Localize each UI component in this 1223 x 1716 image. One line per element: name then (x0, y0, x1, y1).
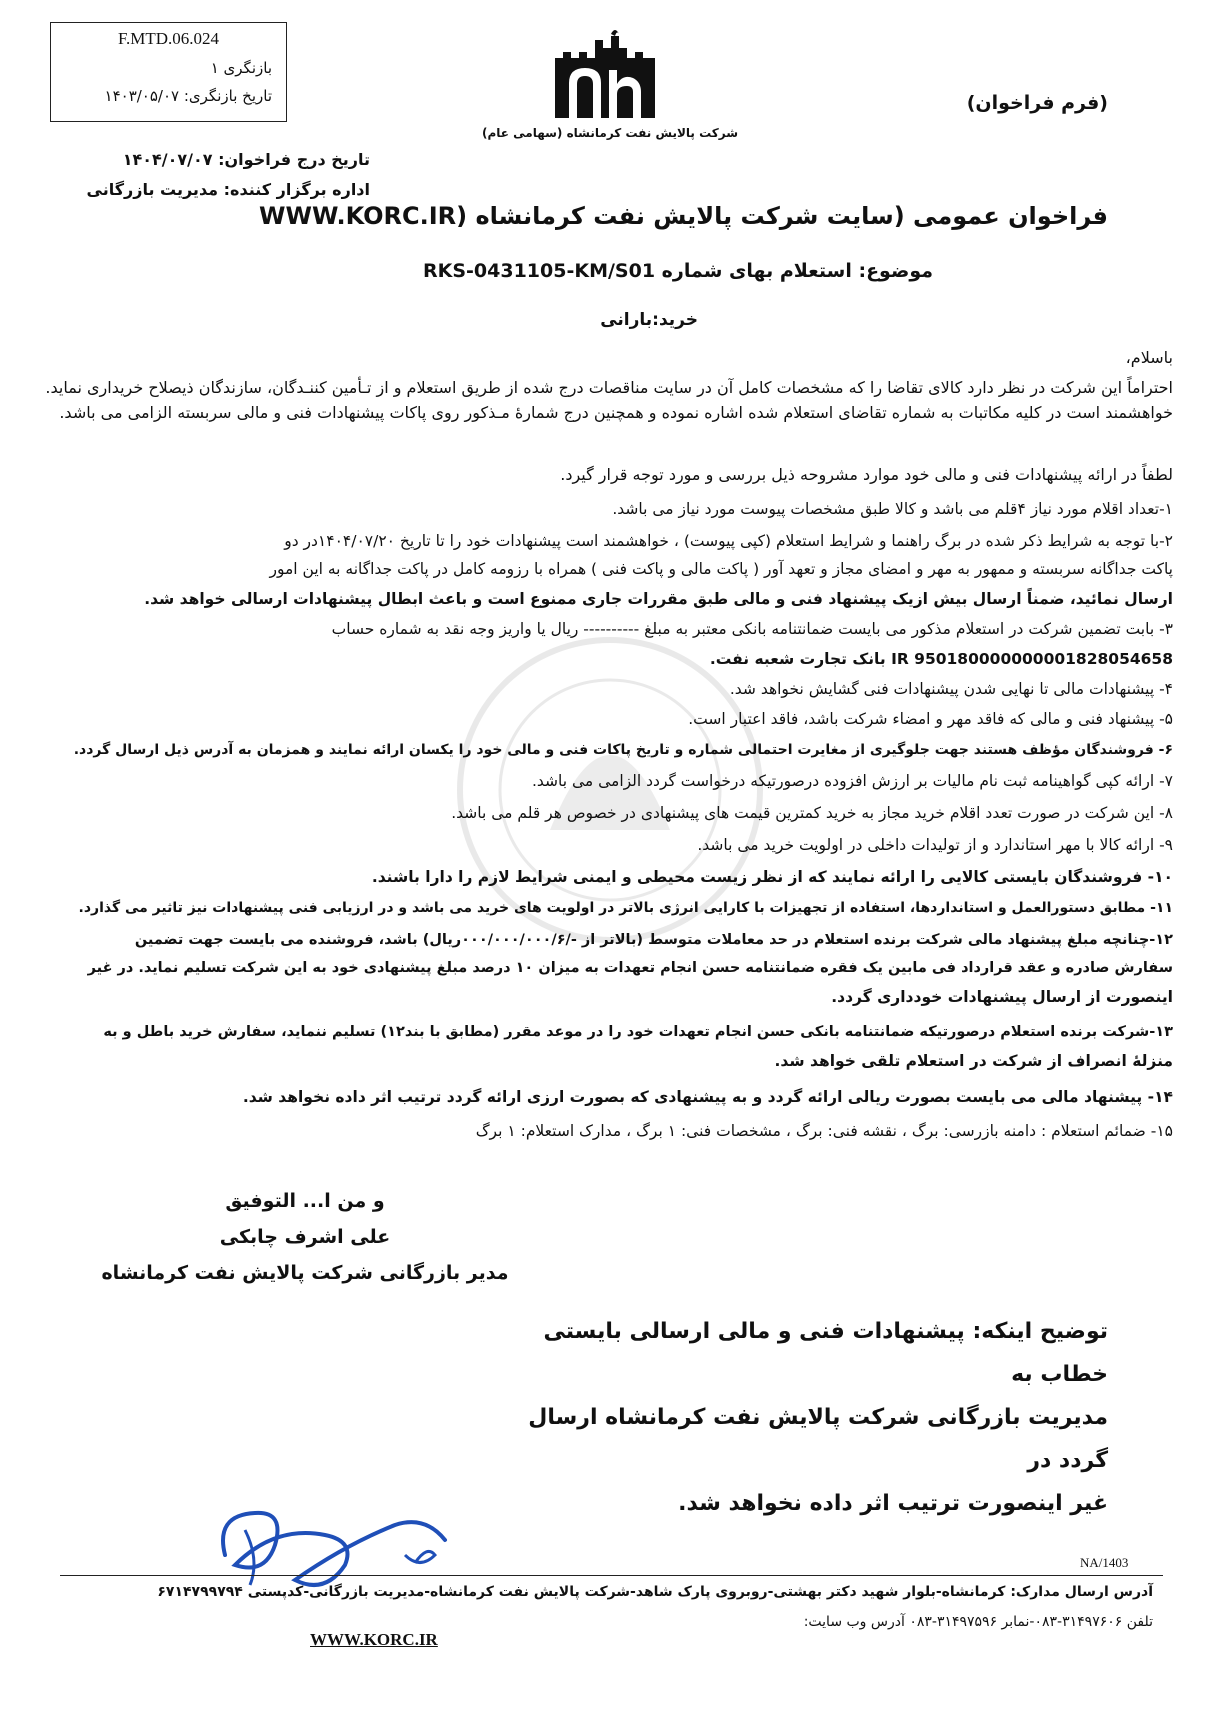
list-item: IR 950180000000001828054658 بانک تجارت شعبه نفت. (709, 650, 1173, 668)
note-block (498, 1310, 1108, 1525)
list-item: ۱۵- ضمائم استعلام : دامنه بازرسی: برگ ، نقشه فنی: برگ ، مشخصات فنی: ۱ برگ ، مدارک استعلام: ۱ برگ (475, 1122, 1173, 1140)
form-code: F.MTD.06.024 (117, 29, 220, 48)
closing-phrase: و من ا... التوفیق (225, 1190, 385, 1212)
note-line: توضیح اینکه: پیشنهادات فنی و مالی ارسالی بایستی خطاب به (543, 1319, 1108, 1387)
list-item: ۸- این شرکت در صورت تعدد اقلام خرید مجاز به خرید کمترین قیمت های پیشنهادی در خصوص هر قلم می باشد. (451, 804, 1173, 822)
form-code-box (50, 22, 287, 122)
footer-phones (53, 1614, 1153, 1630)
list-item: ۳- بابت تضمین شرکت در استعلام مذکور می بایست ضمانتنامه بانکی معتبر به مبلغ ---------- ریال یا واریز وجه نقد به شماره حساب (331, 620, 1173, 638)
footer-divider (60, 1575, 1163, 1576)
list-item: ۶- فروشندگان مؤظف هستند جهت جلوگیری از مغایرت احتمالی شماره و تاریخ پاکات فنی و مالی خود را یکسان ارائه نمایند و همزمان به آدرس ذیل ارسال گردد. (73, 742, 1173, 758)
organizer: اداره برگزار کننده: مدیریت بازرگانی (86, 180, 370, 199)
instructions-lead: لطفاً در ارائه پیشنهادات فنی و مالی خود موارد مشروحه ذیل بررسی و مورد توجه قرار گیرد. (560, 465, 1173, 484)
reference-code: NA/1403 (1080, 1555, 1129, 1570)
list-item: اینصورت از ارسال پیشنهادات خودداری گردد. (831, 988, 1173, 1006)
company-name-small: شرکت پالایش نفت کرمانشاه (سهامی عام) (481, 126, 739, 140)
list-item: ۲-با توجه به شرایط ذکر شده در برگ راهنما و شرایط استعلام (کپی پیوست) ، خواهشمند است پیشنهادات خود را تا تاریخ ۱۴۰۴/۰۷/۲۰در دو (284, 532, 1173, 550)
footer-address: آدرس ارسال مدارک: کرمانشاه-بلوار شهید دکتر بهشتی-روبروی پارک شاهد-شرکت پالایش نفت کرمانشاه-مدیریت بازرگانی-کدپستی ۶۷۱۴۷۹۹۷۹۴ (157, 1584, 1153, 1600)
note-line: غیر اینصورت ترتیب اثر داده نخواهد شد. (678, 1491, 1108, 1516)
note-line: مدیریت بازرگانی شرکت پالایش نفت کرمانشاه ارسال گردد در (528, 1405, 1108, 1473)
form-label: (فرم فراخوان) (966, 92, 1108, 114)
list-item: ۱۰- فروشندگان بایستی کالایی را ارائه نمایند که از نظر زیست محیطی و ایمنی شرایط لازم را دارا باشند. (371, 868, 1173, 886)
list-item: پاکت جداگانه سربسته و ممهور به مهر و امضای مجاز و تعهد آور ( پاکت مالی و پاکت فنی ) همراه با رزومه کامل در پاکت جداگانه به این امور (269, 560, 1173, 578)
list-item: ۴- پیشنهادات مالی تا نهایی شدن پیشنهادات فنی گشایش نخواهد شد. (729, 680, 1173, 698)
website-link[interactable]: WWW.KORC.IR (310, 1630, 438, 1649)
revision-number: بازنگری ۱ (210, 59, 272, 77)
greeting: باسلام، (1125, 348, 1173, 367)
list-item: ۹- ارائه کالا با مهر استاندارد و از تولیدات داخلی در اولویت خرید می باشد. (697, 836, 1173, 854)
list-item: ۱۴- پیشنهاد مالی می بایست بصورت ریالی ارائه گردد و به پیشنهادی که بصورت ارزی ارائه گردد ترتیب اثر داده نخواهد شد. (242, 1088, 1173, 1106)
list-item: منزلۀ انصراف از شرکت در استعلام تلقی خواهد شد. (774, 1052, 1173, 1070)
list-item: ۱-تعداد اقلام مورد نیاز ۴قلم می باشد و کالا طبق مشخصات پیوست مورد نیاز می باشد. (612, 500, 1173, 518)
revision-date: تاریخ بازنگری: ۱۴۰۳/۰۵/۰۷ (104, 87, 272, 105)
intro-paragraph: احتراماً این شرکت در نظر دارد کالای تقاضا را که مشخصات کامل آن در سایت مناقصات درج شده از طریق استعلام و از تـأمین کننـدگان، سازندگان ذیصلاح خریداری نماید. خواهشمند است در کلیه مکاتبات به شماره تقاضای استعلام شده اشاره نموده و همچنین درج شمارۀ مـذکور روی پاکات پیشنهادات فنی و مالی سربسته الزامی می باشد. (45, 378, 1173, 422)
list-item: سفارش صادره و عقد قرارداد فی مابین یک فقره ضمانتنامه حسن انجام تعهدات به میزان ۱۰ درصد مبلغ پیشنهادی خود به این شرکت تسلیم نماید. در غیر (87, 960, 1173, 976)
list-item: ارسال نمائید، ضمناً ارسال بیش ازیک پیشنهاد فنی و مالی طبق مقررات جاری ممنوع است و باعث ابطال پیشنهادات ارسالی خواهد شد. (144, 590, 1173, 608)
buyer-line: خرید:بارانی (600, 310, 698, 330)
page-title: فراخوان عمومی (سایت شرکت پالایش نفت کرمانشاه (WWW.KORC.IR (259, 202, 1108, 230)
signer-title: مدیر بازرگانی شرکت پالایش نفت کرمانشاه (101, 1262, 509, 1284)
publish-date: تاریخ درج فراخوان: ۱۴۰۴/۰۷/۰۷ (122, 150, 370, 169)
list-item: ۱۱- مطابق دستورالعمل و استانداردها، استفاده از تجهیزات با کارایی انرژی بالاتر در اولویت های خرید می باشد و در ارزیابی فنی پیشنهادات نیز تاثیر می گذارد. (78, 900, 1173, 916)
list-item: ۱۳-شرکت برنده استعلام درصورتیکه ضمانتنامه بانکی حسن انجام تعهدات خود را در موعد مقرر (مطابق با بند۱۲) تسلیم ننماید، سفارش خرید باطل و به (103, 1024, 1173, 1040)
signer-name: علی اشرف چابکی (219, 1226, 391, 1248)
list-item: ۱۲-چنانچه مبلغ پیشنهاد مالی شرکت برنده استعلام در حد معاملات متوسط (بالاتر از -/۰۰۰/۰۰۰/۰۰۰/۶ریال) باشد، فروشنده می بایست جهت تضمین (134, 932, 1173, 948)
list-item: ۷- ارائه کپی گواهینامه ثبت نام مالیات بر ارزش افزوده درصورتیکه درخواست گردد الزامی می باشد. (531, 772, 1173, 790)
footer-phone-text: تلفن ۳۱۴۹۷۶۰۶-۰۸۳-نمابر ۳۱۴۹۷۵۹۶-۰۸۳ آدرس وب سایت: (803, 1614, 1153, 1630)
subject-line: موضوع: استعلام بهای شماره RKS-0431105-KM/S01 (423, 260, 933, 282)
list-item: ۵- پیشنهاد فنی و مالی که فاقد مهر و امضاء شرکت باشد، فاقد اعتبار است. (688, 710, 1173, 728)
company-logo (545, 28, 665, 123)
